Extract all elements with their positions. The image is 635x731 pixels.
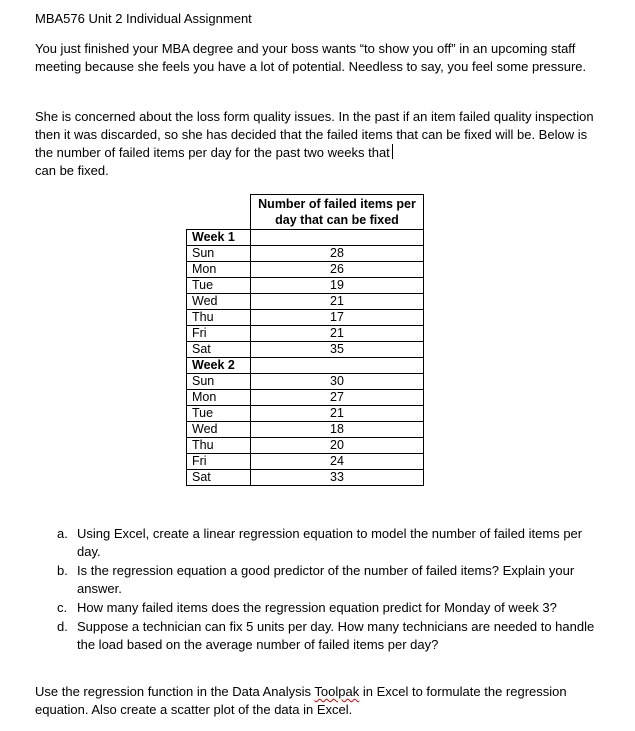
question-label: a. — [57, 526, 68, 541]
spellcheck-flagged-word[interactable]: Toolpak — [314, 684, 360, 699]
value-cell: 20 — [251, 438, 424, 454]
table-header: Number of failed items per day that can be fixed — [251, 195, 424, 230]
table-row — [187, 294, 424, 310]
week-empty-cell — [251, 230, 424, 246]
value-cell: 35 — [251, 342, 424, 358]
value-cell: 28 — [251, 246, 424, 262]
table-row — [187, 310, 424, 326]
day-cell: Sat — [187, 342, 251, 358]
context-paragraph-text: She is concerned about the loss form quality issues. In the past if an item failed quality inspection then it was discarded, so she has decided that the failed items that can be fixed will be. Below is the number of failed items per day for the past two weeks that — [35, 109, 594, 160]
value-cell: 21 — [251, 294, 424, 310]
day-cell: Sun — [187, 374, 251, 390]
value-cell: 18 — [251, 422, 424, 438]
day-cell: Thu — [187, 438, 251, 454]
question-text: Using Excel, create a linear regression equation to model the number of failed items per day. — [77, 526, 583, 559]
value-cell: 26 — [251, 262, 424, 278]
table-corner-cell — [187, 195, 251, 230]
intro-paragraph: You just finished your MBA degree and your boss wants “to show you off” in an upcoming staff meeting because she feels you have a lot of potential. Needless to say, you feel some pressure. — [35, 41, 587, 74]
day-cell: Mon — [187, 262, 251, 278]
closing-text-before: Use the regression function in the Data Analysis — [35, 684, 315, 699]
table-header-row — [187, 195, 424, 230]
day-cell: Sat — [187, 470, 251, 486]
week-row — [187, 358, 424, 374]
day-cell: Tue — [187, 278, 251, 294]
week-label: Week 2 — [187, 358, 251, 374]
context-paragraph-end: can be fixed. — [35, 163, 109, 178]
closing-text-after: in Excel to formulate the regression equation. Also create a scatter plot of the data in Excel. — [35, 684, 567, 717]
closing-paragraph — [35, 683, 595, 719]
failed-items-table — [186, 194, 424, 486]
table-row — [187, 246, 424, 262]
question-text: Is the regression equation a good predictor of the number of failed items? Explain your answer. — [77, 563, 575, 596]
text-cursor — [392, 144, 393, 159]
table-row — [187, 326, 424, 342]
table-row — [187, 470, 424, 486]
value-cell: 21 — [251, 326, 424, 342]
table-row — [187, 390, 424, 406]
question-text: How many failed items does the regression equation predict for Monday of week 3? — [77, 600, 557, 615]
day-cell: Thu — [187, 310, 251, 326]
table-row — [187, 342, 424, 358]
table-row — [187, 278, 424, 294]
week-label: Week 1 — [187, 230, 251, 246]
value-cell: 19 — [251, 278, 424, 294]
question-list — [57, 525, 597, 655]
question-item — [57, 562, 597, 598]
table-row — [187, 406, 424, 422]
value-cell: 24 — [251, 454, 424, 470]
question-label: b. — [57, 563, 68, 578]
value-cell: 17 — [251, 310, 424, 326]
question-item — [57, 599, 597, 617]
document-title: MBA576 Unit 2 Individual Assignment — [35, 11, 252, 26]
question-text: Suppose a technician can fix 5 units per day. How many technicians are needed to handle the load based on the average number of failed items per day? — [77, 619, 595, 652]
week-row — [187, 230, 424, 246]
day-cell: Wed — [187, 294, 251, 310]
question-item — [57, 618, 597, 654]
table-row — [187, 454, 424, 470]
table-row — [187, 374, 424, 390]
week-empty-cell — [251, 358, 424, 374]
question-item — [57, 525, 597, 561]
table-body — [187, 230, 424, 486]
value-cell: 21 — [251, 406, 424, 422]
value-cell: 33 — [251, 470, 424, 486]
day-cell: Tue — [187, 406, 251, 422]
day-cell: Fri — [187, 454, 251, 470]
day-cell: Mon — [187, 390, 251, 406]
context-paragraph[interactable] — [35, 108, 595, 180]
table-row — [187, 438, 424, 454]
question-label: c. — [57, 600, 68, 615]
table-row — [187, 262, 424, 278]
question-label: d. — [57, 619, 68, 634]
value-cell: 30 — [251, 374, 424, 390]
day-cell: Sun — [187, 246, 251, 262]
table-row — [187, 422, 424, 438]
day-cell: Fri — [187, 326, 251, 342]
value-cell: 27 — [251, 390, 424, 406]
day-cell: Wed — [187, 422, 251, 438]
